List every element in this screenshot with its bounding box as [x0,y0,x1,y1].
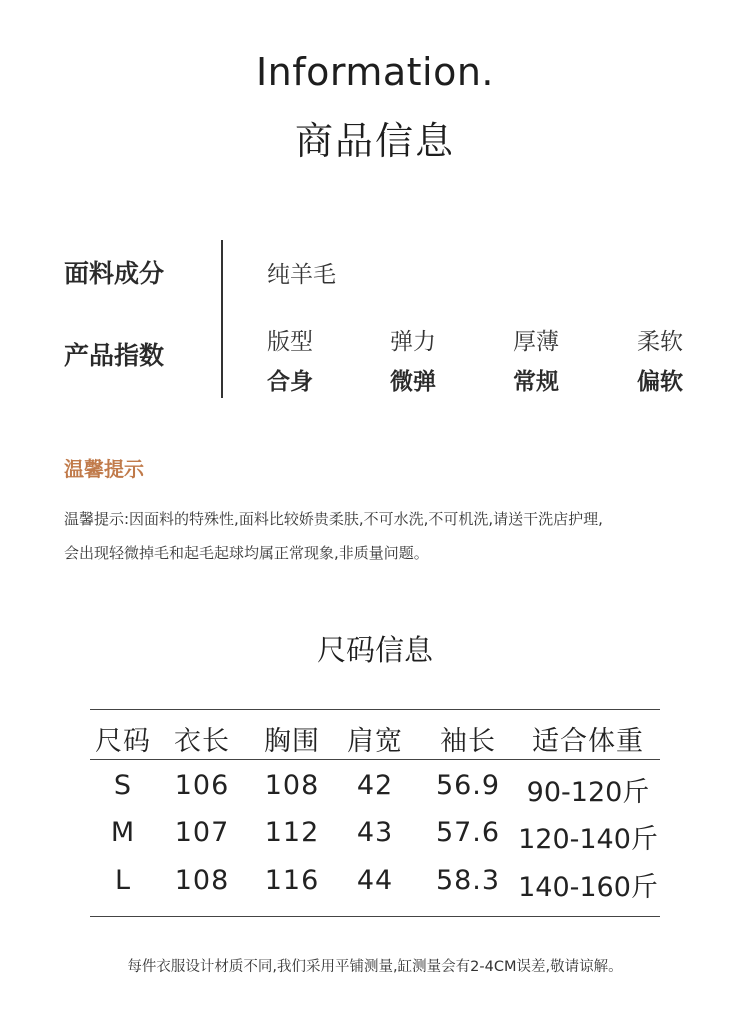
index-name-thickness: 厚薄 [513,329,559,355]
header-shoulder: 肩宽 [347,726,403,757]
title-chinese: 商品信息 [294,119,455,163]
measurement-footnote: 每件衣服设计材质不同,我们采用平铺测量,缸测量会有2-4CM误差,敬请谅解。 [127,959,623,975]
cell-size: S [113,770,133,801]
tips-line-2: 会出现轻微掉毛和起毛起球均属正常现象,非质量问题。 [64,544,429,562]
cell-weight: 90-120斤 [526,777,650,808]
table-header-rule [90,759,660,760]
fabric-value: 纯羊毛 [267,262,336,288]
fabric-label: 面料成分 [64,259,165,288]
cell-size: M [110,817,136,848]
cell-chest: 112 [264,817,320,848]
index-value-softness: 偏软 [637,369,683,395]
tips-line-1: 温馨提示:因面料的特殊性,面料比较娇贵柔肤,不可水洗,不可机洗,请送干洗店护理, [64,510,603,528]
product-index-label: 产品指数 [64,341,165,370]
cell-length: 108 [174,865,230,896]
header-chest: 胸围 [264,726,320,757]
cell-weight: 120-140斤 [518,824,658,855]
size-info-title: 尺码信息 [316,633,433,667]
cell-sleeve: 56.9 [435,770,501,801]
title-english: Information. [255,50,495,94]
header-size: 尺码 [95,726,151,757]
index-name-stretch: 弹力 [390,329,436,355]
header-sleeve: 袖长 [440,726,496,757]
cell-length: 107 [174,817,230,848]
index-name-softness: 柔软 [637,329,683,355]
index-value-stretch: 微弹 [390,369,436,395]
cell-shoulder: 43 [356,817,394,848]
cell-weight: 140-160斤 [518,872,658,903]
cell-chest: 116 [264,865,320,896]
index-value-thickness: 常规 [513,369,559,395]
cell-length: 106 [174,770,230,801]
cell-shoulder: 44 [356,865,394,896]
table-top-rule [90,709,660,710]
cell-sleeve: 58.3 [435,865,501,896]
header-length: 衣长 [174,726,230,757]
cell-shoulder: 42 [356,770,394,801]
cell-sleeve: 57.6 [435,817,501,848]
table-bottom-rule [90,916,660,917]
divider-line [221,240,223,398]
cell-chest: 108 [264,770,320,801]
header-weight: 适合体重 [532,726,644,757]
index-name-fit: 版型 [267,329,313,355]
cell-size: L [114,865,132,896]
tips-heading: 温馨提示 [64,457,144,481]
index-value-fit: 合身 [267,369,313,395]
